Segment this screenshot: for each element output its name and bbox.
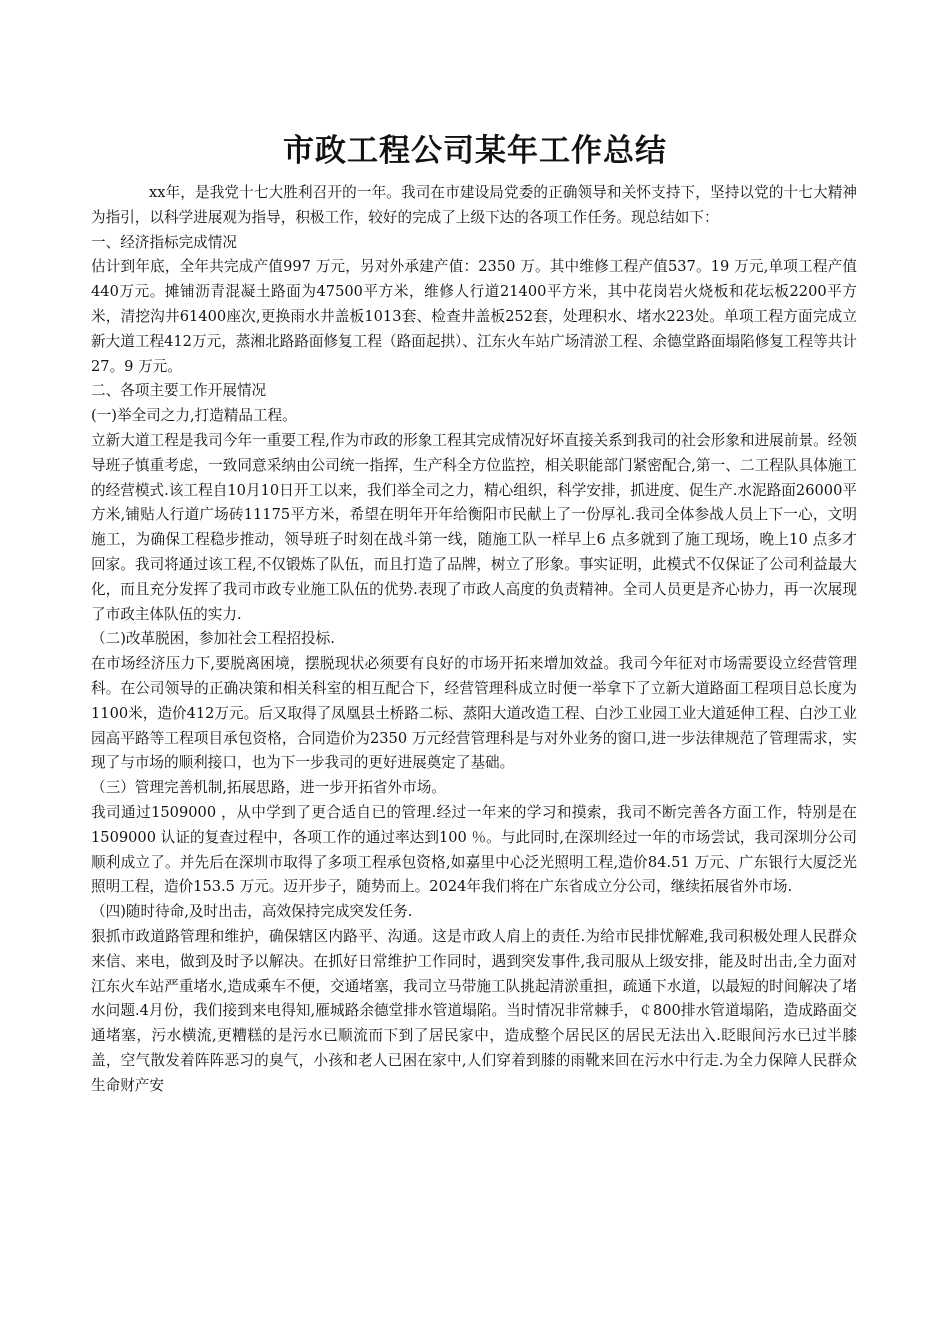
document-title: 市政工程公司某年工作总结 — [283, 133, 667, 169]
subsection-paragraph-4: 狠抓市政道路管理和维护，确保辖区内路平、沟通。这是市政人肩上的责任.为给市民排忧解难,我司积极处理人民群众来信、来电，做到及时予以解决。在抓好日常维护工作同时，遇到突发事件,我司服从上级安排，能及时出击,全力面对江东火车站严重堵水,造成乘车不便，交通堵塞，我司立马带施工队挑起清淤重担，疏通下水道，以最短的时间解决了堵水问题.4月份，我们接到来电得知,雁城路余德堂排水管道塌陷。当时情况非常棘手，￠800排水管道塌陷，造成路面交通堵塞，污水横流,更糟糕的是污水已顺流而下到了居民家中，造成整个居民区的居民无法出入.眨眼间污水已过半膝盖，空气散发着阵阵恶习的臭气，小孩和老人已困在家中,人们穿着到膝的雨靴来回在污水中行走.为全力保障人民群众生命财产安 — [91, 927, 857, 1094]
intro-paragraph: xx年，是我党十七大胜利召开的一年。我司在市建设局党委的正确领导和关怀支持下，坚持以党的十七大精神为指引，以科学进展观为指导，积极工作，较好的完成了上级下达的各项工作任务。现总结如下： — [91, 184, 857, 226]
subsection-heading-3: （三）管理完善机制,拓展思路，进一步开拓省外市场。 — [91, 779, 446, 797]
subsection-heading-2: （二)改革脱困，参加社会工程招投标. — [91, 630, 335, 648]
subsection-heading-4: （四)随时待命,及时出击，高效保持完成突发任务. — [91, 903, 413, 921]
subsection-paragraph-3: 我司通过1509000 ，从中学到了更合适自已的管理.经过一年来的学习和摸索，我司不断完善各方面工作，特别是在1509000 认证的复查过程中，各项工作的通过率达到100 ％。与此同时,在深圳经过一年的市场尝试，我司深圳分公司顺利成立了。并先后在深圳市取得了多项工程承包资格,如嘉里中心泛光照明工程,造价84.51 万元、广东银行大厦泛光照明工程，造价153.5 万元。迈开步子，随势而上。2024年我们将在广东省成立分公司，继续拓展省外市场. — [91, 803, 857, 896]
section-heading-main-work: 二、各项主要工作开展情况 — [91, 382, 267, 400]
economic-indicators-paragraph: 估计到年底，全年共完成产值997 万元，另对外承建产值：2350 万。其中维修工程产值537。19 万元,单项工程产值440万元。摊铺沥青混凝土路面为47500平方米，维修人行道21400平方米，其中花岗岩火烧板和花坛板2200平方米，清挖沟井61400座次,更换雨水井盖板1013套、检查井盖板252套，处理积水、堵水223处。单项工程方面完成立新大道工程412万元，蒸湘北路路面修复工程（路面起拱）、江东火车站广场清淤工程、余德堂路面塌陷修复工程等共计27。9 万元。 — [91, 258, 857, 375]
subsection-heading-1: (一)举全司之力,打造精品工程。 — [91, 407, 297, 425]
document-body — [91, 181, 857, 1098]
subsection-paragraph-1: 立新大道工程是我司今年一重要工程,作为市政的形象工程其完成情况好坏直接关系到我司的社会形象和进展前景。经领导班子慎重考虑，一致同意采纳由公司统一指挥，生产科全方位监控，相关职能部门紧密配合,第一、二工程队具体施工的经营模式.该工程自10月10日开工以来，我们举全司之力，精心组织，科学安排，抓进度、促生产.水泥路面26000平方米,铺贴人行道广场砖11175平方米，希望在明年开年给衡阳市民献上了一份厚礼.我司全体参战人员上下一心，文明施工，为确保工程稳步推动，领导班子时刻在战斗第一线，随施工队一样早上6 点多就到了施工现场，晚上10 点多才回家。我司将通过该工程,不仅锻炼了队伍，而且打造了品牌，树立了形象。事实证明，此模式不仅保证了公司利益最大化，而且充分发挥了我司市政专业施工队伍的优势.表现了市政人高度的负责精神。全司人员更是齐心协力，再一次展现了市政主体队伍的实力. — [91, 431, 857, 623]
subsection-paragraph-2: 在市场经济压力下,要脱离困境，摆脱现状必须要有良好的市场开拓来增加效益。我司今年征对市场需要设立经营管理科。在公司领导的正确决策和相关科室的相互配合下，经营管理科成立时便一举拿下了立新大道路面工程项目总长度为1100米，造价412万元。后又取得了凤凰县土桥路二标、蒸阳大道改造工程、白沙工业园工业大道延伸工程、白沙工业园高平路等工程项目承包资格，合同造价为2350 万元经营管理科是与对外业务的窗口,进一步法律规范了管理需求，实现了与市场的顺利接口，也为下一步我司的更好进展奠定了基础。 — [91, 655, 857, 772]
section-heading-economic-indicators: 一、经济指标完成情况 — [91, 233, 237, 251]
